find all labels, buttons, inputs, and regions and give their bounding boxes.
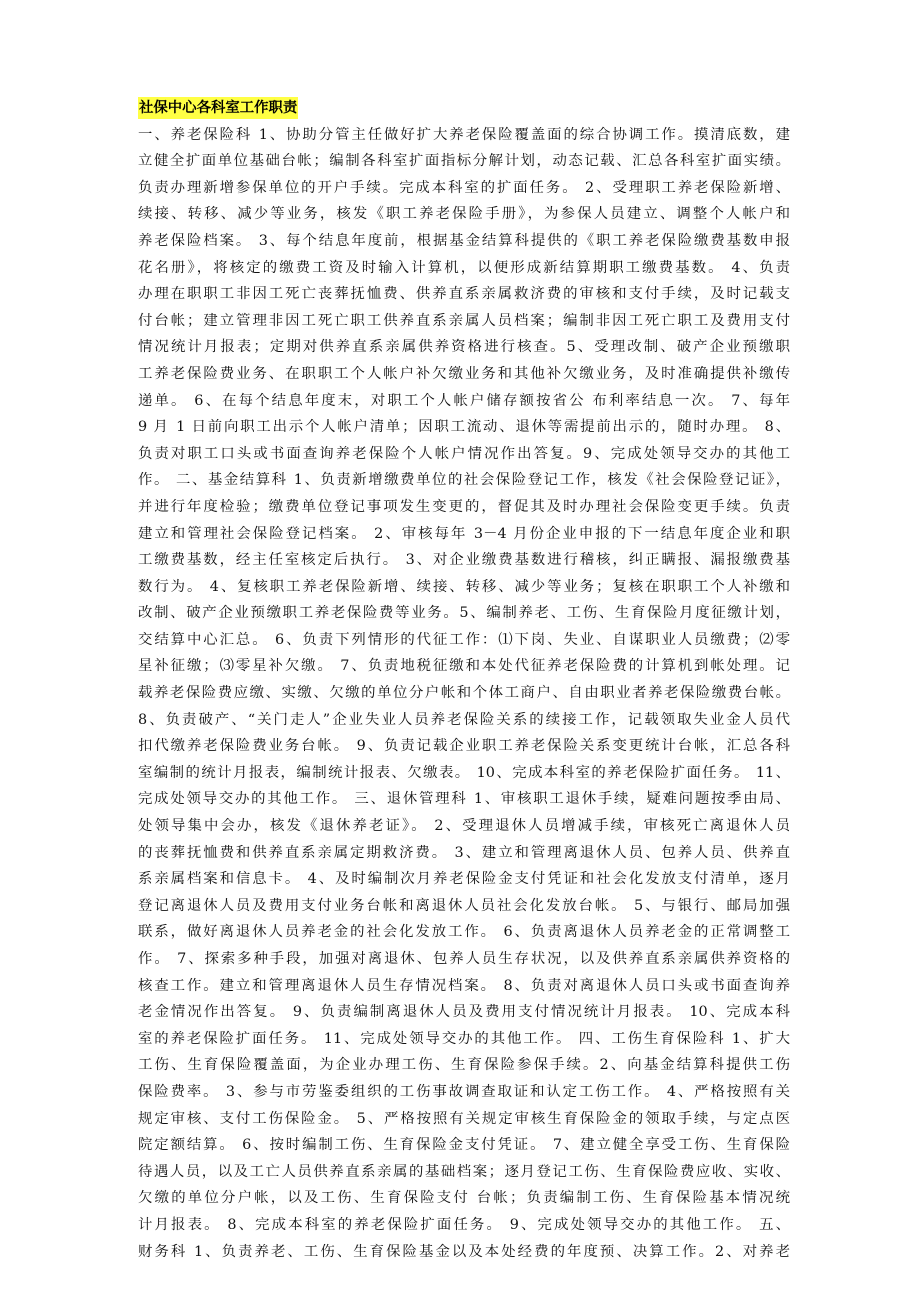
text-line: 完成处领导交办的其他工作。 三、退休管理科 1、审核职工退休手续，疑难问题按季由局、 (138, 791, 790, 808)
text-line: 作。 二、基金结算科 1、负责新增缴费单位的社会保险登记工作，核发《社会保险登记证》， (138, 472, 790, 489)
text-line: 立健全扩面单位基础台帐；编制各科室扩面指标分解计划，动态记载、汇总各科室扩面实绩。 (138, 153, 790, 170)
text-line: 花名册》，将核定的缴费工资及时输入计算机，以便形成新结算期职工缴费基数。 4、负责 (138, 259, 790, 276)
text-line: 星补征缴；⑶零星补欠缴。 7、负责地税征缴和本处代征养老保险费的计算机到帐处理。记 (138, 658, 790, 675)
text-line: 室编制的统计月报表，编制统计报表、欠缴表。 10、完成本科室的养老保险扩面任务。 11、 (138, 764, 790, 781)
text-line: 室的养老保险扩面任务。 11、完成处领导交办的其他工作。 四、工伤生育保险科 1、扩大 (138, 1030, 790, 1047)
document-page (138, 95, 790, 1265)
text-line: 并进行年度检验；缴费单位登记事项发生变更的，督促其及时办理社会保险变更手续。负责 (138, 498, 790, 515)
text-line: 规定审核、支付工伤保险金。 5、严格按照有关规定审核生育保险金的领取手续，与定点医 (138, 1110, 790, 1127)
text-line: 工伤、生育保险覆盖面，为企业办理工伤、生育保险参保手续。2、向基金结算科提供工伤 (138, 1057, 790, 1074)
text-line: 老金情况作出答复。 9、负责编制离退休人员及费用支付情况统计月报表。 10、完成本科 (138, 1004, 790, 1021)
text-line: 处领导集中会办，核发《退休养老证》。 2、受理退休人员增减手续，审核死亡离退休人员 (138, 818, 790, 835)
text-line: 付台帐；建立管理非因工死亡职工供养直系亲属人员档案；编制非因工死亡职工及费用支付 (138, 312, 790, 329)
text-line: 8、负责破产、“关门走人”企业失业人员养老保险关系的续接工作，记载领取失业金人员代 (138, 711, 790, 728)
text-line: 载养老保险费应缴、实缴、欠缴的单位分户帐和个体工商户、自由职业者养老保险缴费台帐。 (138, 685, 790, 702)
text-line: 情况统计月报表；定期对供养直系亲属供养资格进行核查。5、受理改制、破产企业预缴职 (138, 339, 790, 356)
text-line: 工缴费基数，经主任室核定后执行。 3、对企业缴费基数进行稽核，纠正瞒报、漏报缴费基 (138, 552, 790, 569)
text-line: 办理在职职工非因工死亡丧葬抚恤费、供养直系亲属救济费的审核和支付手续，及时记载支 (138, 286, 790, 303)
text-line: 的丧葬抚恤费和供养直系亲属定期救济费。 3、建立和管理离退休人员、包养人员、供养直 (138, 844, 790, 861)
text-line: 作。 7、探索多种手段，加强对离退休、包养人员生存状况，以及供养直系亲属供养资格的 (138, 951, 790, 967)
text-line: 财务科 1、负责养老、工伤、生育保险基金以及本处经费的年度预、决算工作。2、对养老 (138, 1243, 790, 1260)
text-line: 扣代缴养老保险费业务台帐。 9、负责记载企业职工养老保险关系变更统计台帐，汇总各科 (138, 738, 790, 755)
text-line: 工养老保险费业务、在职职工个人帐户补欠缴业务和其他补欠缴业务，及时准确提供补缴传 (138, 365, 790, 382)
text-line: 数行为。 4、复核职工养老保险新增、续接、转移、减少等业务；复核在职职工个人补缴和 (138, 578, 790, 595)
text-line: 负责对职工口头或书面查询养老保险个人帐户情况作出答复。9、完成处领导交办的其他工 (138, 445, 790, 462)
document-title: 社保中心各科室工作职责 (138, 97, 298, 119)
text-line: 一、养老保险科 1、协助分管主任做好扩大养老保险覆盖面的综合协调工作。摸清底数，建 (138, 126, 790, 143)
text-line: 改制、破产企业预缴职工养老保险费等业务。5、编制养老、工伤、生育保险月度征缴计划， (138, 605, 790, 622)
text-line: 交结算中心汇总。 6、负责下列情形的代征工作：⑴下岗、失业、自谋职业人员缴费；⑵零 (138, 631, 790, 648)
text-line: 系亲属档案和信息卡。 4、及时编制次月养老保险金支付凭证和社会化发放支付清单，逐月 (138, 871, 790, 888)
text-line: 建立和管理社会保险登记档案。 2、审核每年 3－4 月份企业申报的下一结息年度企业和职 (138, 525, 790, 542)
text-line: 递单。 6、在每个结息年度末，对职工个人帐户储存额按省公 布利率结息一次。 7、每年 (138, 392, 790, 409)
text-line: 联系，做好离退休人员养老金的社会化发放工作。 6、负责离退休人员养老金的正常调整工 (138, 924, 790, 941)
text-line: 院定额结算。 6、按时编制工伤、生育保险金支付凭证。 7、建立健全享受工伤、生育保险 (138, 1137, 790, 1154)
text-line: 核查工作。建立和管理离退休人员生存情况档案。 8、负责对离退休人员口头或书面查询养 (138, 977, 790, 994)
text-line: 计月报表。 8、完成本科室的养老保险扩面任务。 9、完成处领导交办的其他工作。 五、 (138, 1216, 790, 1233)
text-line: 9 月 1 日前向职工出示个人帐户清单；因职工流动、退休等需提前出示的，随时办理。 8、 (138, 419, 790, 436)
text-line: 续接、转移、减少等业务，核发《职工养老保险手册》，为参保人员建立、调整个人帐户和 (138, 206, 790, 223)
text-line: 负责办理新增参保单位的开户手续。完成本科室的扩面任务。 2、受理职工养老保险新增、 (138, 179, 790, 196)
document-body (138, 122, 790, 1266)
text-line: 登记离退休人员及费用支付业务台帐和离退休人员社会化发放台帐。 5、与银行、邮局加强 (138, 897, 790, 914)
text-line: 待遇人员，以及工亡人员供养直系亲属的基础档案；逐月登记工伤、生育保险费应收、实收、 (138, 1163, 790, 1180)
text-line: 欠缴的单位分户帐，以及工伤、生育保险支付 台帐；负责编制工伤、生育保险基本情况统 (138, 1190, 790, 1207)
text-line: 保险费率。 3、参与市劳鉴委组织的工伤事故调查取证和认定工伤工作。 4、严格按照有关 (138, 1083, 790, 1100)
text-line: 养老保险档案。 3、每个结息年度前，根据基金结算科提供的《职工养老保险缴费基数申报 (138, 232, 790, 249)
